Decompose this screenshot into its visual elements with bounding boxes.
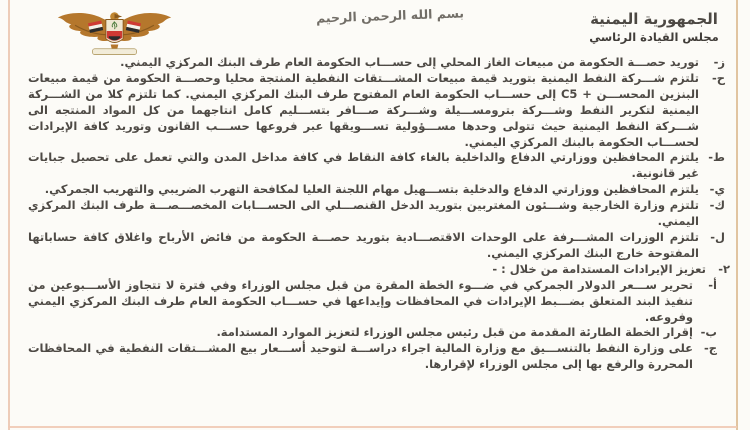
list-item-y: [28, 182, 730, 198]
list-item-2: [28, 262, 730, 278]
list-item-l: [28, 230, 730, 262]
item-marker: ي-: [709, 182, 725, 197]
item-marker: ٢-: [718, 261, 730, 276]
list-item-h: [28, 71, 730, 151]
yemen-coat-of-arms-icon: [52, 6, 177, 60]
list-item-k: [28, 198, 730, 230]
republic-title: الجمهورية اليمنية: [590, 10, 718, 28]
item-marker: ب-: [700, 325, 717, 340]
list-item-t: [28, 150, 730, 182]
list-subitem-a: [28, 278, 730, 326]
document-body: [28, 55, 730, 373]
item-text: إقرار الخطة الطارئة المقدمة من قبل رئيس مجلس الوزراء لتعزيز الموارد المستدامة.: [216, 325, 693, 340]
item-text: تلتزم وزارة الخارجية وشـــئون المغتربين بتوريد الدخل القنصـــلي الى الحســـابات المخصـــصـــة طرف البنك المركزي اليمني.: [28, 198, 699, 229]
page-edge-line-bottom: [8, 426, 737, 428]
item-text: على وزارة النفط بالتنســـيق مع وزارة المالية اجراء دراســـة لتوحيد أســـعار بيع المشـــتقات النفطية في المحافظات المحررة والرفع بها إلى مجلس الوزراء لإقرارها.: [28, 341, 693, 372]
item-text: توريد حصـــة الحكومة من مبيعات الغاز المحلي إلى حســـاب الحكومة العام طرف البنك المركزي اليمني.: [120, 55, 699, 69]
item-text: تحرير ســـعر الدولار الجمركي في ضـــوء الخطة المقرة من قبل مجلس الوزراء وفي فترة لا تتجاوز الأســـبوعين من تنفيذ البند المتعلق بضـــبط الإيرادات في المحافظات وإيداعها في حســـاب الحكومة العام طرف البنك المركزي اليمني وفروعه.: [28, 277, 693, 324]
item-marker: ك-: [709, 198, 725, 213]
item-text: يلتزم المحافظين ووزارتي الدفاع والدخلية بتســـهيل مهام اللجنة العليا لمكافحة التهرب الضريبي والتهريب الجمركي.: [44, 182, 699, 197]
item-marker: أ-: [708, 277, 717, 292]
item-marker: ح-: [711, 70, 725, 85]
item-text: يلتزم المحافظين ووزارتي الدفاع والداخلية بالغاء كافة النقاط في كافة مداخل المدن والتي تعمل على تحصيل جبايات غير قانونية.: [28, 150, 699, 181]
item-marker: ط-: [708, 150, 725, 165]
item-text: تعزيز الإيرادات المستدامة من خلال : -: [492, 261, 706, 276]
item-text: تلتزم شـــركة النفط اليمنية بتوريد قيمة مبيعات المشـــتقات النفطية المنتجة محليا وحصـــة الحكومة من قيمة مبيعات البنزين المحســـن + C5 إلى حســـاب الحكومة العام المفتوح طرف البنك المركزي اليمني. كما تلتزم كلا من الشـــركة اليمنية لتكرير النفط وشـــركة بترومســـيلة وشـــركة صـــافر بتســـليم كامل انتاجهما من كل المواد المنتجه الى شـــركة النفط اليمنية حيث تتولى وحدها مســـؤولية تســـويقها عبر فروعها حســـب القانون وتوريد كافة الإيرادات لحســـاب الحكومة بالبنك المركزي اليمني.: [28, 70, 699, 149]
list-subitem-b: [28, 325, 730, 341]
list-subitem-j: [28, 341, 730, 373]
page-edge-line-left: [8, 0, 10, 430]
item-marker: ل-: [710, 229, 725, 244]
item-text: تلتزم الوزرات المشـــرفة على الوحدات الاقتصـــادية بتوريد حصـــة الحكومة من فائض الأرباح واغلاق كافة حساباتها المفتوحة خارج البنك المركزي اليمني.: [28, 229, 699, 260]
letterhead-gov-block: [574, 10, 734, 44]
page-edge-line-right: [736, 0, 738, 430]
item-marker: ج-: [703, 341, 717, 356]
bismillah-calligraphy: بسم الله الرحمن الرحيم: [315, 5, 465, 26]
council-title: مجلس القيادة الرئاسي: [589, 30, 719, 44]
item-marker: ز-: [713, 55, 725, 69]
list-item-z: [28, 55, 730, 71]
